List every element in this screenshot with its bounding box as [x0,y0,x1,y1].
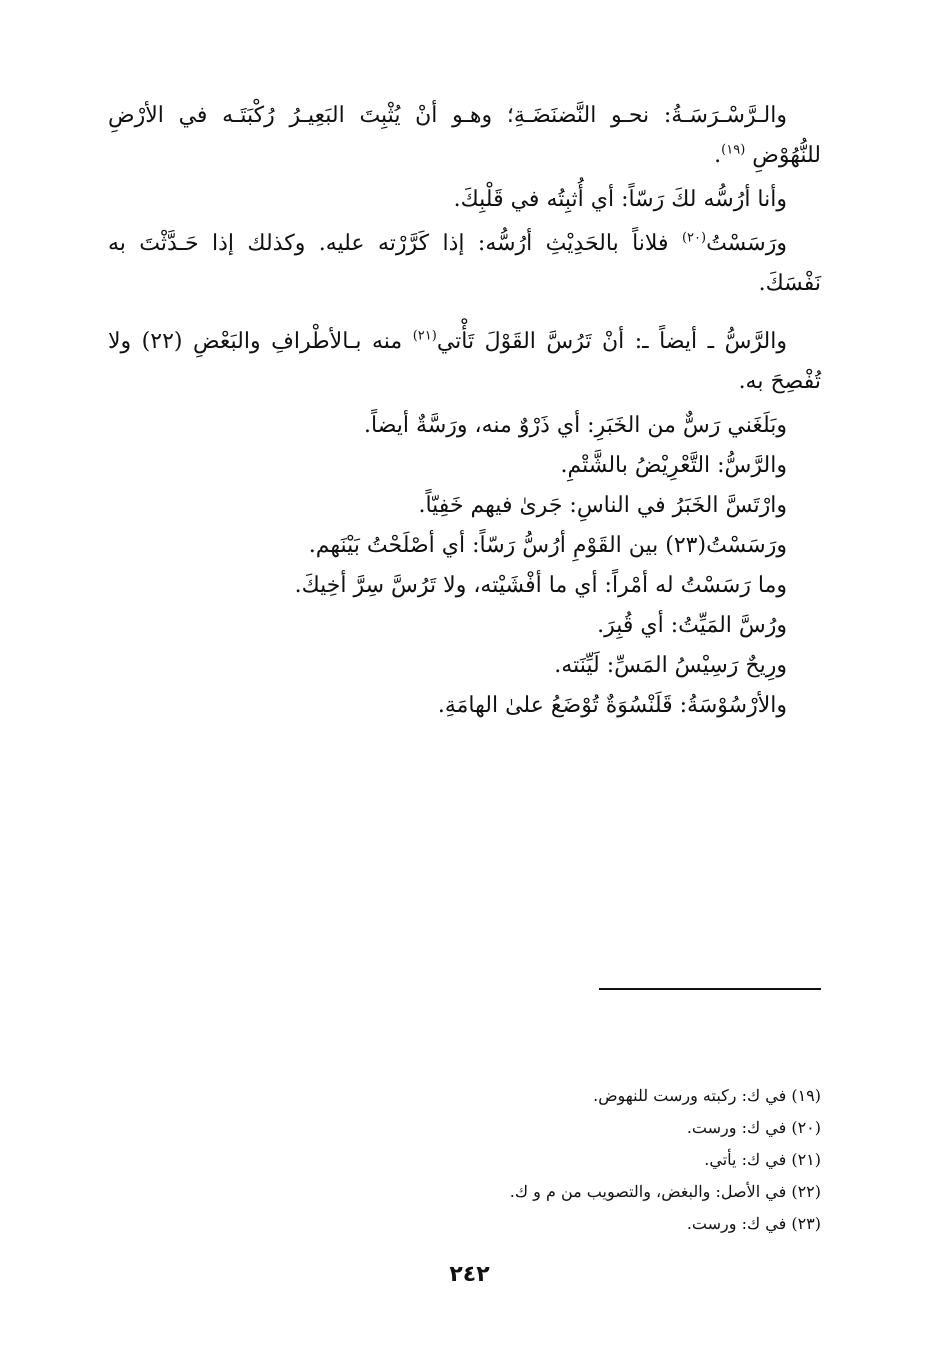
paragraph-tail: منه بـالأطْرافِ والبَعْضِ (٢٢) ولا تُفْصِحَ به. [108,329,821,394]
footnote-marker: (٢١) [412,328,437,344]
footnote: (٢١) في ك: يأتي. [704,1150,821,1169]
paragraph-text: ورَسَسْتُ [706,231,787,256]
paragraph-rasastu-hadith [108,224,821,304]
footnote: (٢٣) في ك: ورست. [686,1214,821,1233]
text-line: ورَسَسْتُ(٢٣) بين القَوْمِ أرُسُّ رَسّاً: أي أصْلَحْتُ بَيْنَهم. [308,533,787,558]
paragraph-rasrasa [108,96,821,176]
footnotes [108,1080,821,1240]
text-line: ورِيحٌ رَسِيْسُ المَسِّ: لَيِّنَته. [554,653,787,678]
text-line: ورُسَّ المَيِّتُ: أي قُبِرَ. [597,613,787,638]
paragraph-rass-qawl [108,322,821,402]
paragraph-arussuhu [108,180,821,220]
text-line: والأرْسُوْسَةُ: قَلَنْسُوَةٌ تُوْضَعُ علىٰ الهامَةِ. [437,693,787,718]
paragraph-text: وأنا أرُسُّه لكَ رَسّاً: أي أُثبِتُه في قَلْبِكَ. [453,187,787,212]
footnote: (٢٠) في ك: ورست. [686,1118,821,1137]
text-line: وما رَسَسْتُ له أمْراً: أي ما أفْشَيْته، ولا تَرُسَّ سِرَّ أخِيكَ. [294,573,787,598]
text-line: والرَّسُّ: التَّعْرِيْضُ بالشَّتْمِ. [560,453,787,478]
footnote-marker: (٢٠) [681,230,707,246]
paragraph-text: والـرَّسْـرَسَـةُ: نحـو النَّضنَضَـةِ؛ وهـو أنْ يُثْبِتَ البَعِيـرُ رُكْبَتَـه في الأرْضِ للنُّهُوْضِ [108,103,821,168]
text-line: وبَلَغَني رَسٌّ من الخَبَرِ: أي ذَرْوٌ منه، ورَسَّةٌ أيضاً. [364,413,787,438]
footnote: (٢٢) في الأصل: والبغض، والتصويب من م و ك. [509,1182,821,1201]
footnote: (١٩) في ك: ركبته ورست للنهوض. [593,1086,821,1105]
paragraph-tail: . [714,143,722,168]
main-text [108,96,821,726]
page-number: ٢٤٢ [449,1262,490,1287]
text-line: وارْتَسَّ الخَبَرُ في الناسِ: جَرىٰ فيهم خَفِيّاً. [418,493,787,518]
paragraph-text: والرَّسُّ ـ أيضاً ـ: أنْ تَرُسَّ القَوْلَ تَأْتي [436,329,787,354]
paragraph-tail: فلاناً بالحَدِيْثِ أرُسُّه: إذا كَرَّرْته عليه. وكذلك إذا حَـدَّثْتَ به نَفْسَكَ. [108,231,821,296]
footnote-separator [599,988,821,990]
footnote-marker: (١٩) [721,142,746,158]
